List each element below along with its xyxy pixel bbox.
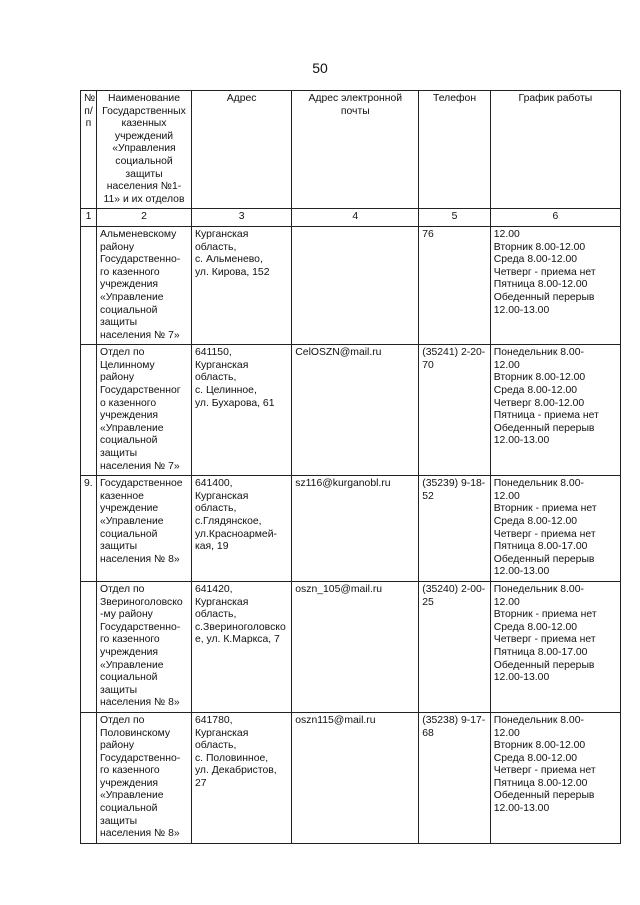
header-cell-number: № п/п: [81, 91, 97, 209]
email-cell: oszn115@mail.ru: [292, 712, 419, 843]
table-row: [81, 581, 621, 712]
institution-name-cell: Альменевскому району Государственно- го казенного учреждения «Управление социальной защиты населения № 7»: [97, 226, 192, 344]
column-number: 4: [292, 209, 419, 227]
institution-name-cell: Отдел по Половинскому району Государственно- го казенного учреждения «Управление социальной защиты населения № 8»: [97, 712, 192, 843]
address-cell: 641420, Курганская область, с.Звериноголовско е, ул. К.Маркса, 7: [191, 581, 291, 712]
table-row: [81, 712, 621, 843]
schedule-cell: Понедельник 8.00- 12.00 Вторник 8.00-12.00 Среда 8.00-12.00 Четверг 8.00-12.00 Пятница - приема нет Обеденный перерыв 12.00-13.00: [490, 345, 620, 476]
header-row: [81, 91, 621, 209]
header-cell-schedule: График работы: [490, 91, 620, 209]
header-cell-name: Наименование Государственных казенных учреждений «Управления социальной защиты населения №1- 11» и их отделов: [97, 91, 192, 209]
row-number-cell: 9.: [81, 476, 97, 582]
row-number-cell: [81, 345, 97, 476]
column-number: 5: [419, 209, 491, 227]
row-number-cell: [81, 712, 97, 843]
header-cell-phone: Телефон: [419, 91, 491, 209]
email-cell: CelOSZN@mail.ru: [292, 345, 419, 476]
address-cell: 641400, Курганская область, с.Глядянское, ул.Красноармей- кая, 19: [191, 476, 291, 582]
table-row: [81, 226, 621, 344]
column-number: 2: [97, 209, 192, 227]
column-number: 3: [191, 209, 291, 227]
email-cell: oszn_105@mail.ru: [292, 581, 419, 712]
phone-cell: (35238) 9-17- 68: [419, 712, 491, 843]
email-cell: sz116@kurganobl.ru: [292, 476, 419, 582]
page-number: 50: [312, 60, 328, 76]
phone-cell: 76: [419, 226, 491, 344]
schedule-cell: Понедельник 8.00- 12.00 Вторник - приема нет Среда 8.00-12.00 Четверг - приема нет Пятница 8.00-17.00 Обеденный перерыв 12.00-13.00: [490, 476, 620, 582]
address-cell: Курганская область, с. Альменево, ул. Кирова, 152: [191, 226, 291, 344]
header-cell-email: Адрес электронной почты: [292, 91, 419, 209]
column-number: 1: [81, 209, 97, 227]
schedule-cell: Понедельник 8.00- 12.00 Вторник - приема нет Среда 8.00-12.00 Четверг - приема нет Пятница 8.00-17.00 Обеденный перерыв 12.00-13.00: [490, 581, 620, 712]
institutions-table: [80, 90, 621, 844]
table-row: [81, 345, 621, 476]
table-row: [81, 476, 621, 582]
phone-cell: (35239) 9-18- 52: [419, 476, 491, 582]
schedule-cell: Понедельник 8.00- 12.00 Вторник 8.00-12.00 Среда 8.00-12.00 Четверг - приема нет Пятница 8.00-12.00 Обеденный перерыв 12.00-13.00: [490, 712, 620, 843]
institution-name-cell: Государственное казенное учреждение «Управление социальной защиты населения № 8»: [97, 476, 192, 582]
schedule-cell: 12.00 Вторник 8.00-12.00 Среда 8.00-12.00 Четверг - приема нет Пятница 8.00-12.00 Обеденный перерыв 12.00-13.00: [490, 226, 620, 344]
column-number-row: [81, 209, 621, 227]
institution-name-cell: Отдел по Звериноголовско -му району Государственно- го казенного учреждения «Управление социальной защиты населения № 8»: [97, 581, 192, 712]
email-cell: [292, 226, 419, 344]
address-cell: 641150, Курганская область, с. Целинное, ул. Бухарова, 61: [191, 345, 291, 476]
row-number-cell: [81, 226, 97, 344]
institution-name-cell: Отдел по Целинному району Государственног о казенного учреждения «Управление социальной защиты населения № 7»: [97, 345, 192, 476]
row-number-cell: [81, 581, 97, 712]
phone-cell: (35240) 2-00- 25: [419, 581, 491, 712]
address-cell: 641780, Курганская область, с. Половинное, ул. Декабристов, 27: [191, 712, 291, 843]
header-cell-address: Адрес: [191, 91, 291, 209]
phone-cell: (35241) 2-20- 70: [419, 345, 491, 476]
column-number: 6: [490, 209, 620, 227]
